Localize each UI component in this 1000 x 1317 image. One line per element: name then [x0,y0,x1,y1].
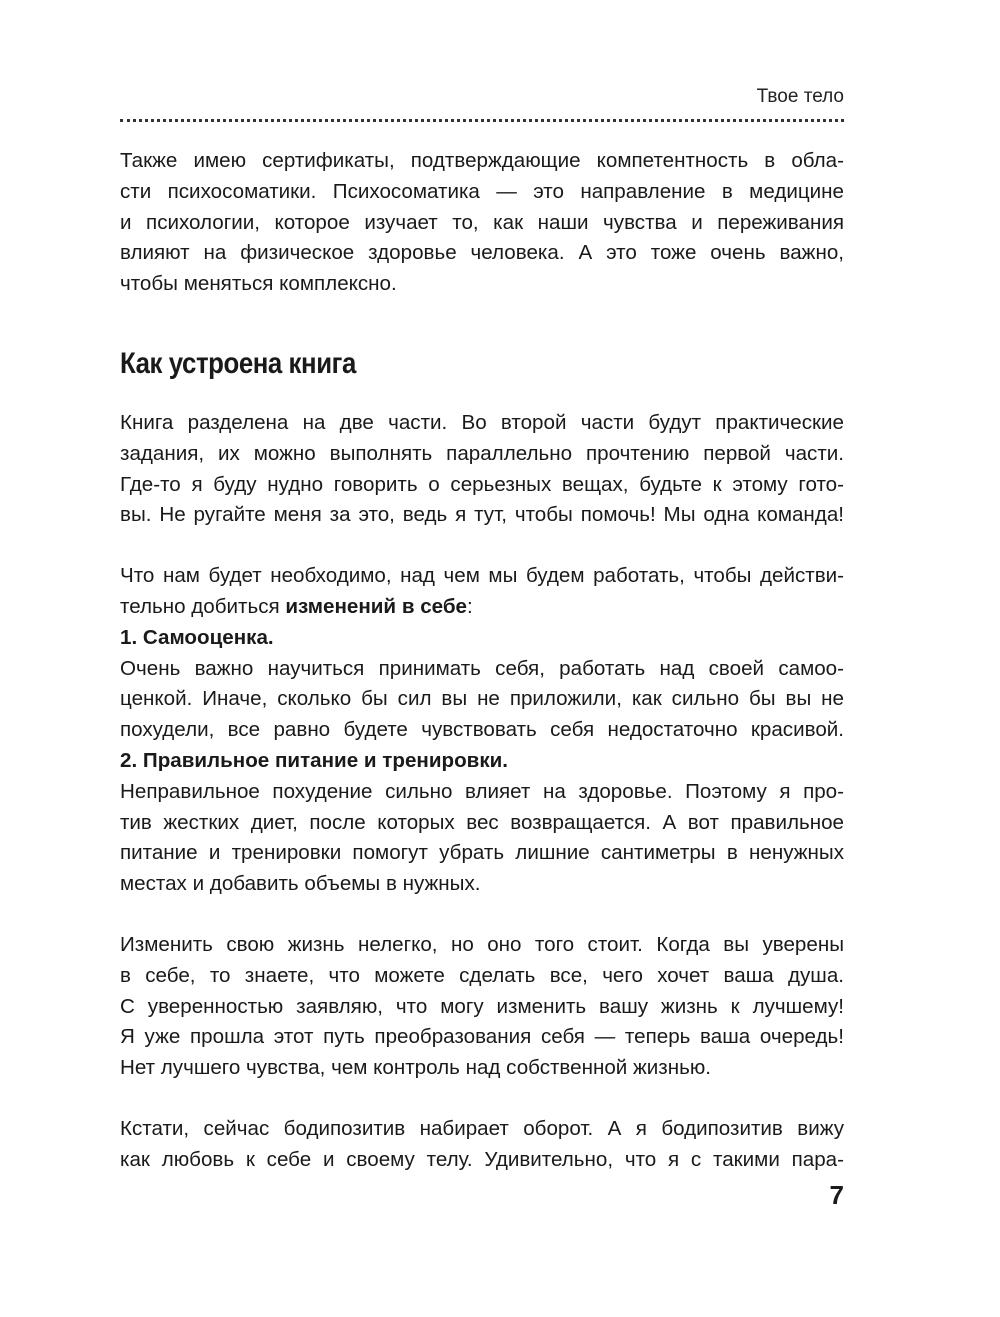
section-heading: Как устроена книга [120,346,356,380]
text-line: Что нам будет необходимо, над чем мы будем работать, чтобы действи- [120,564,844,588]
text-fragment: тельно добиться [120,594,286,618]
text-line: Кстати, сейчас бодипозитив набирает оборот. А я бодипозитив вижу [120,1116,844,1140]
text-line: Изменить свою жизнь нелегко, но оно того стоит. Когда вы уверены [120,932,844,956]
list-item-title: 1. Самооценка. [120,625,274,649]
text-fragment: : [467,594,473,618]
text-line: чтобы меняться комплексно. [120,272,397,296]
text-line: сти психосоматики. Психосоматика — это направление в медицине [120,179,844,203]
text-line: ценкой. Иначе, сколько бы сил вы не приложили, как сильно бы вы не [120,687,844,711]
text-line: похудели, все равно будете чувствовать себя недостаточно красивой. [120,718,844,742]
header-dotted-rule [120,119,844,122]
text-line: задания, их можно выполнять параллельно прочтению первой части. [120,441,844,465]
text-line: тив жестких диет, после которых вес возвращается. А вот правильное [120,810,844,834]
text-line: Где-то я буду нудно говорить о серьезных вещах, будьте к этому гото- [120,472,844,496]
text-line: Я уже прошла этот путь преобразования себя — теперь ваша очередь! [120,1025,844,1049]
list-item-title: 2. Правильное питание и тренировки. [120,748,509,772]
text-line: и психологии, которое изучает то, как наши чувства и переживания [120,210,844,234]
text-line: Неправильное похудение сильно влияет на здоровье. Поэтому я про- [120,779,844,803]
running-header-title: Твое тело [756,86,844,107]
text-line: вы. Не ругайте меня за это, ведь я тут, чтобы помочь! Мы одна команда! [120,503,844,527]
list-item-1 [120,623,844,746]
text-line [120,592,844,623]
text-line: местах и добавить объемы в нужных. [120,872,481,896]
text-line: Книга разделена на две части. Во второй части будут практические [120,410,844,434]
page-number: 7 [829,1180,844,1210]
bold-emphasis: изменений в себе [285,594,468,618]
text-line: С уверенностью заявляю, что могу изменить вашу жизнь к лучшему! [120,994,844,1018]
text-line: Нет лучшего чувства, чем контроль над собственной жизнью. [120,1056,712,1080]
text-line: Также имею сертификаты, подтверждающие компетентность в обла- [120,149,844,172]
needs-paragraph [120,561,844,623]
bodypositive-paragraph [120,1114,844,1176]
text-line: питание и тренировки помогут убрать лишние сантиметры в ненужных [120,841,844,865]
text-line: как любовь к себе и своему телу. Удивительно, что я с такими пара- [120,1147,844,1171]
text-line: Очень важно научиться принимать себя, работать над своей самоо- [120,656,844,680]
change-paragraph [120,930,844,1084]
structure-paragraph [120,408,844,531]
text-line: влияют на физическое здоровье человека. А это тоже очень важно, [120,241,844,265]
intro-paragraph [120,146,844,300]
list-item-2 [120,746,844,900]
page-body [120,146,844,1176]
text-line: в себе, то знаете, что можете сделать все, чего хочет ваша душа. [120,963,844,987]
